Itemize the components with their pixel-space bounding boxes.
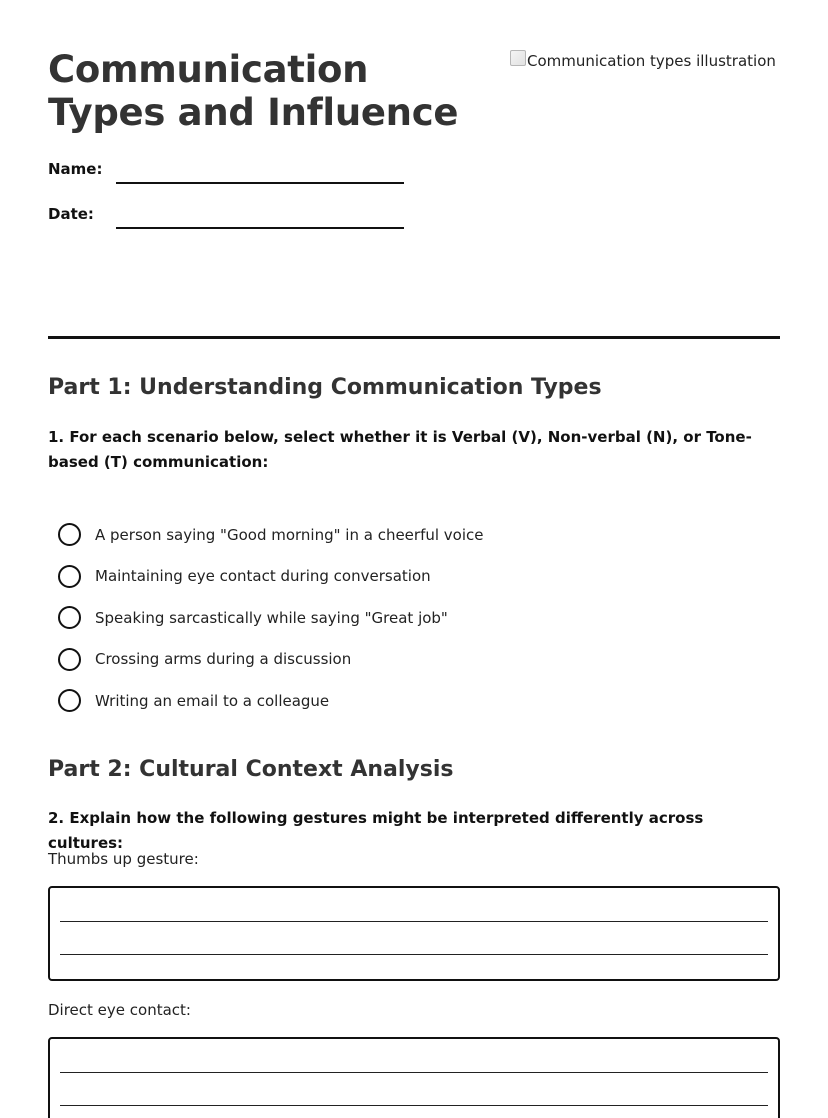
name-field [48, 160, 404, 178]
date-label: Date: [48, 205, 94, 223]
scenario-option[interactable] [58, 680, 484, 722]
name-label: Name: [48, 160, 103, 178]
worksheet-header [48, 0, 780, 300]
option-label: Writing an email to a colleague [95, 691, 330, 710]
scenario-option[interactable] [58, 639, 484, 681]
thumbs-up-answer-box[interactable] [48, 886, 780, 981]
radio-circle-icon[interactable] [58, 565, 81, 588]
radio-circle-icon[interactable] [58, 523, 81, 546]
option-label: Crossing arms during a discussion [95, 650, 352, 669]
answer-line [60, 921, 768, 922]
scenario-option[interactable] [58, 597, 484, 639]
scenario-option[interactable] [58, 514, 484, 556]
page-title: Communication Types and Influence [48, 48, 459, 134]
option-label: Speaking sarcastically while saying "Great job" [95, 608, 448, 627]
thumbs-up-prompt: Thumbs up gesture: [48, 850, 199, 868]
radio-circle-icon[interactable] [58, 606, 81, 629]
answer-line [60, 1072, 768, 1073]
question-1: 1. For each scenario below, select whether it is Verbal (V), Non-verbal (N), or Tone-based (T) communication: [48, 428, 752, 471]
date-input-line[interactable] [116, 227, 404, 229]
name-input-line[interactable] [116, 182, 404, 184]
illustration-alt-text: Communication types illustration [527, 52, 776, 70]
scenario-option[interactable] [58, 556, 484, 598]
radio-circle-icon[interactable] [58, 648, 81, 671]
part2-heading: Part 2: Cultural Context Analysis [48, 757, 454, 782]
date-field [48, 205, 404, 223]
scenario-options [58, 514, 484, 722]
part1-heading: Part 1: Understanding Communication Types [48, 375, 602, 400]
illustration-image [510, 48, 780, 74]
eye-contact-answer-box[interactable] [48, 1037, 780, 1118]
section-divider [48, 336, 780, 339]
eye-contact-prompt: Direct eye contact: [48, 1001, 191, 1019]
option-label: A person saying "Good morning" in a cheerful voice [95, 525, 484, 544]
answer-line [60, 1105, 768, 1106]
radio-circle-icon[interactable] [58, 689, 81, 712]
option-label: Maintaining eye contact during conversation [95, 567, 431, 586]
question-2: 2. Explain how the following gestures might be interpreted differently across cultures: [48, 809, 704, 852]
answer-line [60, 954, 768, 955]
broken-image-icon [510, 50, 526, 66]
